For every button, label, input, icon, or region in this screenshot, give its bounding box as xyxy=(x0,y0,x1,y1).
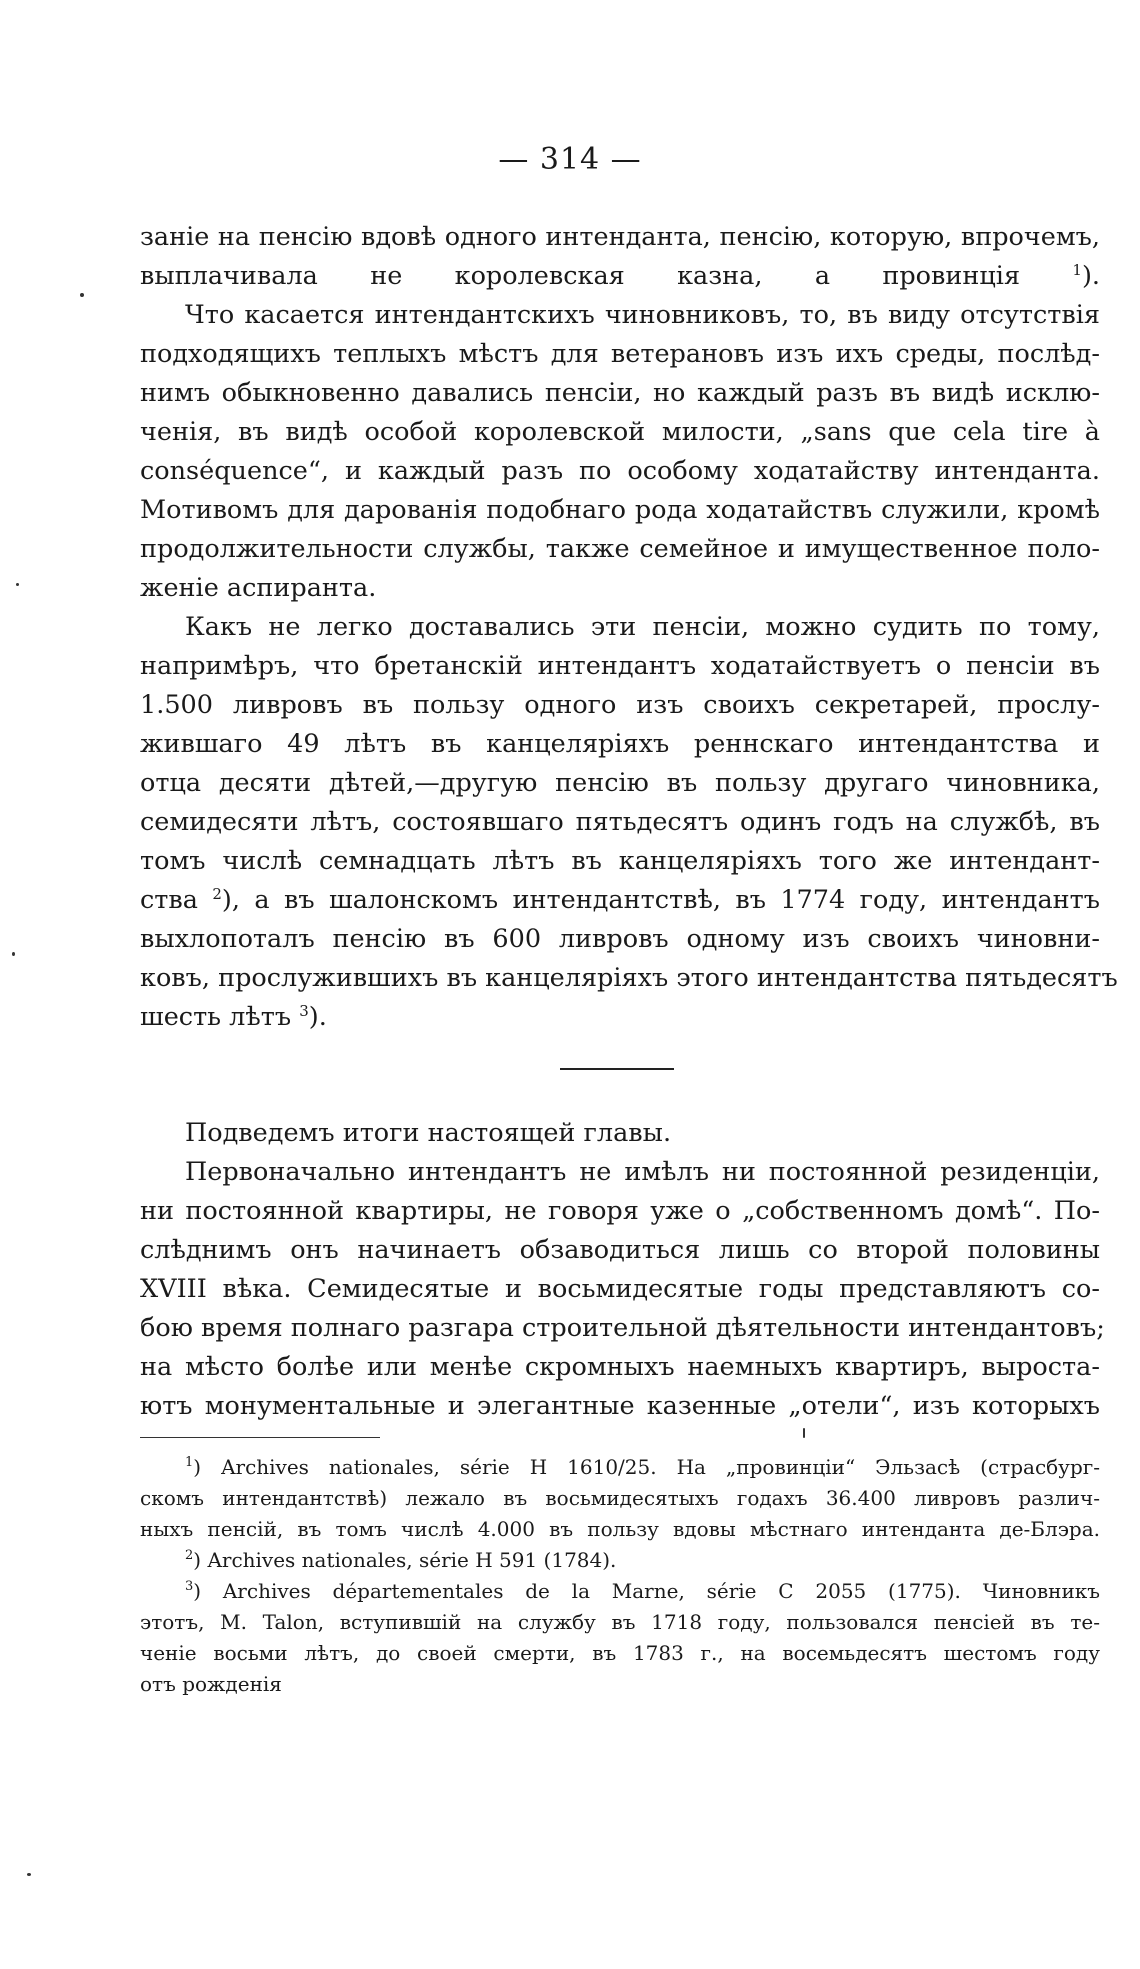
text-line: ковъ, прослужившихъ въ канцеляріяхъ этого интендантства пятьдесятъ xyxy=(140,963,1118,993)
text-line: ченія, въ видѣ особой королевской милости, „sans que cela tire à xyxy=(140,417,1100,447)
text-line: 1.500 ливровъ въ пользу одного изъ своихъ секретарей, прослу- xyxy=(140,690,1100,720)
scan-speck xyxy=(16,583,19,586)
paragraph-start-line: Что касается интендантскихъ чиновниковъ, то, въ виду отсутствія xyxy=(185,300,1100,330)
footnote-3: $^3$) Archives départementales de la Marne, série C 2055 (1775). Чиновникъ xyxy=(185,1579,1100,1603)
text-line: ни постоянной квартиры, не говоря уже о „собственномъ домѣ“. По- xyxy=(140,1196,1100,1226)
text-line: XVIII вѣка. Семидесятые и восьмидесятые годы представляютъ со- xyxy=(140,1274,1100,1304)
paragraph-start-line: Подведемъ итоги настоящей главы. xyxy=(185,1118,672,1148)
scan-speck xyxy=(803,1428,805,1438)
text-line: отца десяти дѣтей,—другую пенсію въ пользу другаго чиновника, xyxy=(140,768,1100,798)
footnote-line: скомъ интендантствѣ) лежало въ восьмидесятыхъ годахъ 36.400 ливровъ различ- xyxy=(140,1486,1100,1510)
footnote-line: этотъ, M. Talon, вступившій на службу въ 1718 году, пользовался пенсіей въ те- xyxy=(140,1610,1100,1634)
footnote-line: отъ рожденія xyxy=(140,1672,282,1696)
text-line: слѣднимъ онъ начинаетъ обзаводиться лишь со второй половины xyxy=(140,1235,1100,1265)
paragraph-start-line: Первоначально интендантъ не имѣлъ ни постоянной резиденціи, xyxy=(185,1157,1100,1187)
text-line: нимъ обыкновенно давались пенсіи, но каждый разъ въ видѣ исклю- xyxy=(140,378,1100,408)
paragraph-start-line: Какъ не легко доставались эти пенсіи, можно судить по тому, xyxy=(185,612,1100,642)
footnote-1: $^1$) Archives nationales, série H 1610/25. На „провинціи“ Эльзасѣ (страсбург- xyxy=(185,1455,1100,1479)
main-text-block-2 xyxy=(140,1114,1105,1426)
text-line: шесть лѣтъ $^3$). xyxy=(140,1002,327,1032)
text-line: жившаго 49 лѣтъ въ канцеляріяхъ реннскаго интендантства и xyxy=(140,729,1100,759)
text-line: Мотивомъ для дарованія подобнаго рода ходатайствъ служили, кромѣ xyxy=(140,495,1100,525)
text-line: томъ числѣ семнадцать лѣтъ въ канцеляріяхъ того же интендант- xyxy=(140,846,1100,876)
text-line: выплачивала не королевская казна, а провинція $^1$). xyxy=(140,261,1100,291)
section-divider xyxy=(560,1068,674,1070)
text-line: женіе аспиранта. xyxy=(140,573,377,603)
text-line: подходящихъ теплыхъ мѣстъ для ветерановъ изъ ихъ среды, послѣд- xyxy=(140,339,1100,369)
footnotes xyxy=(140,1452,1100,1700)
text-line: семидесяти лѣтъ, состоявшаго пятьдесятъ одинъ годъ на службѣ, въ xyxy=(140,807,1100,837)
footnote-ref: 3 xyxy=(299,1002,309,1020)
footnote-2: $^2$) Archives nationales, série H 591 (1784). xyxy=(185,1548,617,1572)
text-line: напримѣръ, что бретанскій интендантъ ходатайствуетъ о пенсіи въ xyxy=(140,651,1100,681)
footnote-divider xyxy=(140,1437,380,1438)
scan-speck xyxy=(27,1873,31,1876)
text-line: бою время полнаго разгара строительной дѣятельности интендантовъ; xyxy=(140,1313,1105,1343)
footnote-line: ныхъ пенсій, въ томъ числѣ 4.000 въ пользу вдовы мѣстнаго интенданта де-Блэра. xyxy=(140,1517,1100,1541)
text-line: на мѣсто болѣе или менѣе скромныхъ наемныхъ квартиръ, выроста- xyxy=(140,1352,1100,1382)
page-number: — 314 — xyxy=(498,142,642,177)
scan-speck xyxy=(12,952,15,956)
text-line: ства $^2$), а въ шалонскомъ интендантствѣ, въ 1774 году, интендантъ xyxy=(140,885,1100,915)
scan-speck xyxy=(80,293,84,297)
footnote-ref: 1 xyxy=(1072,261,1082,279)
text-line: выхлопоталъ пенсію въ 600 ливровъ одному изъ своихъ чиновни- xyxy=(140,924,1100,954)
text-line: conséquence“, и каждый разъ по особому ходатайству интенданта. xyxy=(140,456,1100,486)
footnote-line: ченіе восьми лѣтъ, до своей смерти, въ 1783 г., на восемьдесятъ шестомъ году xyxy=(140,1641,1100,1665)
footnote-ref: 2 xyxy=(212,885,222,903)
text-line: продолжительности службы, также семейное и имущественное поло- xyxy=(140,534,1100,564)
text-line: ютъ монументальные и элегантные казенные „отели“, изъ которыхъ xyxy=(140,1391,1100,1421)
text-line: заніе на пенсію вдовѣ одного интенданта, пенсію, которую, впрочемъ, xyxy=(140,222,1100,252)
main-text-block-1 xyxy=(140,218,1118,1037)
